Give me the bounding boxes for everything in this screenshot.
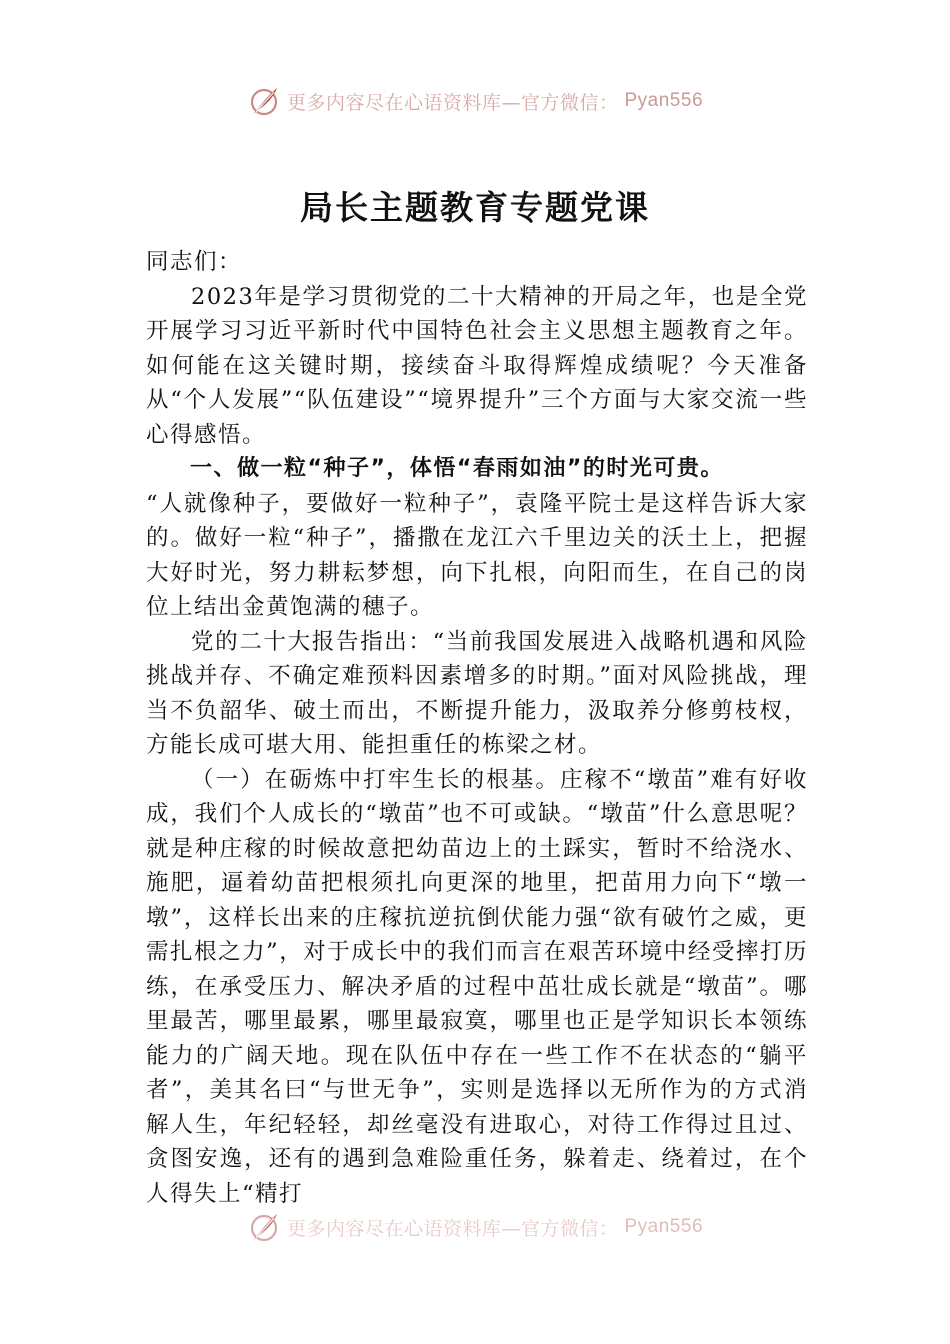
paragraph-intro: 2023年是学习贯彻党的二十大精神的开局之年，也是全党开展学习习近平新时代中国特色社会主义思想主题教育之年。如何能在这关键时期，接续奋斗取得辉煌成绩呢？今天准备从“个人发展”“队伍建设”“境界提升”三个方面与大家交流一些心得感悟。	[146, 283, 808, 448]
feather-circle-logo-icon	[247, 84, 281, 118]
feather-circle-logo-icon	[247, 1210, 281, 1244]
paragraph-subsection-1: （一）在砺炼中打牢生长的根基。庄稼不“墩苗”难有好收成，我们个人成长的“墩苗”也不可或缺。“墩苗”什么意思呢？就是种庄稼的时候故意把幼苗边上的土踩实，暂时不给浇水、施肥，逼着幼苗把根须扎向更深的地里，把苗用力向下“墩一墩”，这样长出来的庄稼抗逆抗倒伏能力强“欲有破竹之威，更需扎根之力”，对于成长中的我们而言在艰苦环境中经受摔打历练，在承受压力、解决矛盾的过程中茁壮成长就是“墩苗”。哪里最苦，哪里最累，哪里最寂寞，哪里也正是学知识长本领练能力的广阔天地。现在队伍中存在一些工作不在状态的“躺平者”，美其名曰“与世无争”，实则是选择以无所作为的方式消解人生，年纪轻轻，却丝毫没有进取心，对待工作得过且过、贪图安逸，还有的遇到急难险重任务，躲着走、绕着过，在个人得失上“精打	[146, 766, 808, 1207]
salutation: 同志们：	[146, 249, 243, 275]
paragraph-seed: “人就像种子，要做好一粒种子”，袁隆平院士是这样告诉大家的。做好一粒“种子”，播撒在龙江六千里边关的沃土上，把握大好时光，努力耕耘梦想，向下扎根，向阳而生，在自己的岗位上结出金黄饱满的穗子。	[146, 490, 808, 620]
watermark-text: 更多内容尽在心语资料库—官方微信：	[286, 1217, 619, 1240]
document-title: 局长主题教育专题党课	[300, 188, 650, 227]
watermark-wechat-id: Pyan556	[624, 90, 704, 111]
watermark-header	[0, 84, 950, 118]
section-heading-1: 一、做一粒“种子”，体悟“春雨如油”的时光可贵。	[190, 456, 724, 481]
watermark-footer	[0, 1210, 950, 1244]
paragraph-report: 党的二十大报告指出：“当前我国发展进入战略机遇和风险挑战并存、不确定难预料因素增多的时期。”面对风险挑战，理当不负韶华、破土而出，不断提升能力，汲取养分修剪枝杈，方能长成可堪大用、能担重任的栋梁之材。	[146, 628, 808, 758]
watermark-wechat-id: Pyan556	[624, 1216, 704, 1237]
watermark-text: 更多内容尽在心语资料库—官方微信：	[286, 91, 619, 114]
document-body	[146, 245, 808, 1211]
